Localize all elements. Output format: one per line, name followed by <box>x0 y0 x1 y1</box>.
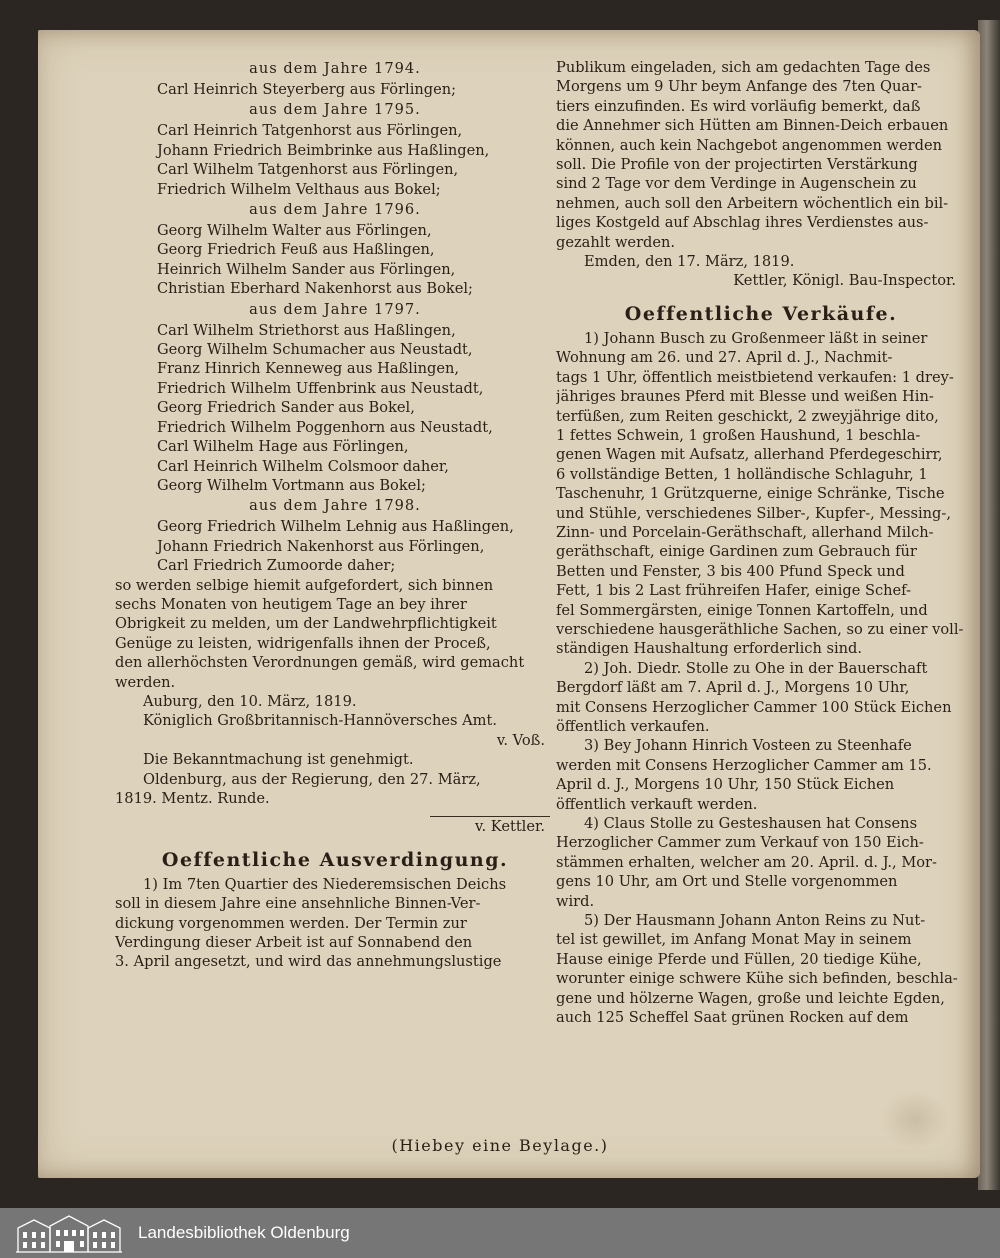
text-line: Königlich Großbritannisch-Hannöversches Amt. <box>143 712 498 730</box>
text-line: 1) Johann Busch zu Großenmeer läßt in seiner <box>584 329 928 347</box>
text-line: Carl Heinrich Tatgenhorst aus Förlingen, <box>157 122 463 140</box>
library-name[interactable]: Landesbibliothek Oldenburg <box>138 1223 350 1242</box>
text-line: v. Kettler. <box>475 818 545 836</box>
text-line: Die Bekanntmachung ist genehmigt. <box>143 751 414 769</box>
text-line: Emden, den 17. März, 1819. <box>584 253 795 271</box>
section-heading: Oeffentliche Ausverdingung. <box>161 848 509 871</box>
text-line: Carl Heinrich Steyerberg aus Förlingen; <box>157 81 457 98</box>
text-line: gezahlt werden. <box>556 233 676 251</box>
text-line: stämmen erhalten, welcher am 20. April. d. J., Mor- <box>556 853 937 871</box>
section-heading: aus dem Jahre 1798. <box>249 497 421 515</box>
text-line: 5) Der Hausmann Johann Anton Reins zu Nut- <box>584 912 926 930</box>
text-line: Zinn- und Porcelain-Geräthschaft, allerhand Milch- <box>556 523 934 541</box>
right-column <box>556 58 966 1028</box>
text-line: können, auch kein Nachgebot angenommen werden <box>556 136 942 154</box>
text-line: Friedrich Wilhelm Velthaus aus Bokel; <box>157 180 441 198</box>
text-line: Carl Heinrich Wilhelm Colsmoor daher, <box>157 457 449 475</box>
text-line: tel ist gewillet, im Anfang Monat May in seinem <box>556 931 912 949</box>
text-line: Johann Friedrich Nakenhorst aus Förlingen, <box>157 537 485 555</box>
text-line: Kettler, Königl. Bau-Inspector. <box>733 272 956 290</box>
text-line: Franz Hinrich Kenneweg aus Haßlingen, <box>157 360 460 378</box>
text-line: Carl Wilhelm Striethorst aus Haßlingen, <box>157 321 456 339</box>
text-line: Fett, 1 bis 2 Last frühreifen Hafer, einige Schef- <box>556 582 911 600</box>
section-heading: aus dem Jahre 1797. <box>249 300 421 318</box>
text-line: Hause einige Pferde und Füllen, 20 tiedige Kühe, <box>556 950 922 968</box>
text-line: gens 10 Uhr, am Ort und Stelle vorgenommen <box>556 873 898 891</box>
text-line: terfüßen, zum Reiten geschickt, 2 zweyjährige dito, <box>556 407 939 425</box>
text-line: öffentlich verkauft werden. <box>556 795 758 813</box>
text-line: wird. <box>556 892 595 910</box>
text-line: fel Sommergärsten, einige Tonnen Kartoffeln, und <box>556 601 928 619</box>
text-line: Bergdorf läßt am 7. April d. J., Morgens 10 Uhr, <box>556 679 910 697</box>
text-line: mit Consens Herzoglicher Cammer 100 Stück Eichen <box>556 698 952 716</box>
text-line: ständigen Haushaltung erforderlich sind. <box>556 640 863 658</box>
section-heading: Oeffentliche Verkäufe. <box>624 302 898 325</box>
text-line: April d. J., Morgens 10 Uhr, 150 Stück Eichen <box>556 776 895 794</box>
text-line: Auburg, den 10. März, 1819. <box>143 692 357 710</box>
text-line: Herzoglicher Cammer zum Verkauf von 150 Eich- <box>556 834 924 852</box>
text-line: dickung vorgenommen werden. Der Termin zur <box>115 914 467 932</box>
text-line: liges Kostgeld auf Abschlag ihres Verdienstes aus- <box>556 214 929 232</box>
text-line: Morgens um 9 Uhr beym Anfange des 7ten Quar- <box>556 78 922 96</box>
text-line: den allerhöchsten Verordnungen gemäß, wird gemacht <box>115 654 525 672</box>
text-line: öffentlich verkaufen. <box>556 718 710 735</box>
text-line: Taschenuhr, 1 Grützquerne, einige Schränke, Tische <box>556 485 945 503</box>
text-line: Christian Eberhard Nakenhorst aus Bokel; <box>157 280 473 298</box>
text-line: Oldenburg, aus der Regierung, den 27. März, <box>143 770 481 788</box>
text-line: Johann Friedrich Beimbrinke aus Haßlingen, <box>157 141 490 159</box>
text-line: Georg Wilhelm Walter aus Förlingen, <box>157 222 432 240</box>
text-line: Carl Wilhelm Hage aus Förlingen, <box>157 438 409 456</box>
supplement-note: (Hiebey eine Beylage.) <box>391 1136 609 1155</box>
text-line: Georg Friedrich Sander aus Bokel, <box>157 399 415 417</box>
text-line: worunter einige schwere Kühe sich befinden, beschla- <box>556 970 958 988</box>
text-line: 1) Im 7ten Quartier des Niederemsischen Deichs <box>143 875 507 893</box>
text-line: Verdingung dieser Arbeit ist auf Sonnabend den <box>115 934 473 952</box>
text-line: soll. Die Profile von der projectirten Verstärkung <box>556 156 918 174</box>
text-line: tiers einzufinden. Es wird vorläufig bemerkt, daß <box>556 97 921 115</box>
text-line: 3. April angesetzt, und wird das annehmungslustige <box>115 953 502 971</box>
text-line: gene und hölzerne Wagen, große und leichte Egden, <box>556 989 945 1007</box>
text-line: Georg Friedrich Feuß aus Haßlingen, <box>157 241 435 259</box>
text-line: verschiedene hausgeräthliche Sachen, so zu einer voll- <box>556 620 964 638</box>
text-line: 2) Joh. Diedr. Stolle zu Ohe in der Bauerschaft <box>584 659 928 677</box>
text-line: 4) Claus Stolle zu Gesteshausen hat Consens <box>584 815 918 833</box>
text-line: soll in diesem Jahre eine ansehnliche Binnen-Ver- <box>115 895 481 913</box>
text-line: Carl Friedrich Zumoorde daher; <box>157 557 396 575</box>
text-line: Georg Friedrich Wilhelm Lehnig aus Haßlingen, <box>157 518 514 536</box>
text-line: geräthschaft, einige Gardinen zum Gebrauch für <box>556 543 917 561</box>
text-line: Betten und Fenster, 3 bis 400 Pfund Speck und <box>556 562 905 580</box>
text-line: jähriges braunes Pferd mit Blesse und weißen Hin- <box>556 388 934 406</box>
text-line: genen Wagen mit Aufsatz, allerhand Pferdegeschirr, <box>556 446 943 464</box>
text-line: werden mit Consens Herzoglicher Cammer am 15. <box>556 756 932 774</box>
text-line: sind 2 Tage vor dem Verdinge in Augenschein zu <box>556 175 917 193</box>
text-line: nehmen, auch soll den Arbeitern wöchentlich ein bil- <box>556 194 949 212</box>
text-line: 3) Bey Johann Hinrich Vosteen zu Steenhafe <box>584 737 912 755</box>
text-line: Wohnung am 26. und 27. April d. J., Nachmit- <box>556 349 893 367</box>
text-line: Georg Wilhelm Schumacher aus Neustadt, <box>157 341 473 359</box>
text-line: Obrigkeit zu melden, um der Landwehrpflichtigkeit <box>115 615 497 633</box>
text-line: v. Voß. <box>496 731 545 749</box>
library-banner <box>0 1208 1000 1258</box>
text-line: Genüge zu leisten, widrigenfalls ihnen der Proceß, <box>115 634 491 652</box>
text-line: Publikum eingeladen, sich am gedachten Tage des <box>556 59 931 76</box>
text-line: 1819. Mentz. Runde. <box>115 790 270 807</box>
text-line: die Annehmer sich Hütten am Binnen-Deich erbauen <box>556 117 949 135</box>
library-building-icon <box>14 1212 124 1254</box>
text-line: Friedrich Wilhelm Uffenbrink aus Neustadt, <box>157 379 484 397</box>
text-line: auch 125 Scheffel Saat grünen Rocken auf dem <box>556 1009 909 1027</box>
text-line: und Stühle, verschiedenes Silber-, Kupfer-, Messing-, <box>556 504 951 522</box>
page-edge <box>978 20 1000 1190</box>
section-heading: aus dem Jahre 1795. <box>249 101 421 119</box>
text-line: 1 fettes Schwein, 1 großen Haushund, 1 beschla- <box>556 426 921 444</box>
text-line: so werden selbige hiemit aufgefordert, sich binnen <box>115 576 494 594</box>
text-line: tags 1 Uhr, öffentlich meistbietend verkaufen: 1 drey- <box>556 368 954 386</box>
text-line: werden. <box>115 673 176 691</box>
section-heading: aus dem Jahre 1796. <box>249 201 421 219</box>
text-line: sechs Monaten von heutigem Tage an bey ihrer <box>115 595 467 613</box>
section-heading: aus dem Jahre 1794. <box>249 60 421 77</box>
text-line: Friedrich Wilhelm Poggenhorn aus Neustadt, <box>157 418 493 436</box>
text-line: Heinrich Wilhelm Sander aus Förlingen, <box>157 260 456 278</box>
text-line: 6 vollständige Betten, 1 holländische Schlaguhr, 1 <box>556 465 928 483</box>
text-line: Carl Wilhelm Tatgenhorst aus Förlingen, <box>157 161 459 179</box>
left-column <box>115 58 555 972</box>
text-line: Georg Wilhelm Vortmann aus Bokel; <box>157 476 426 494</box>
